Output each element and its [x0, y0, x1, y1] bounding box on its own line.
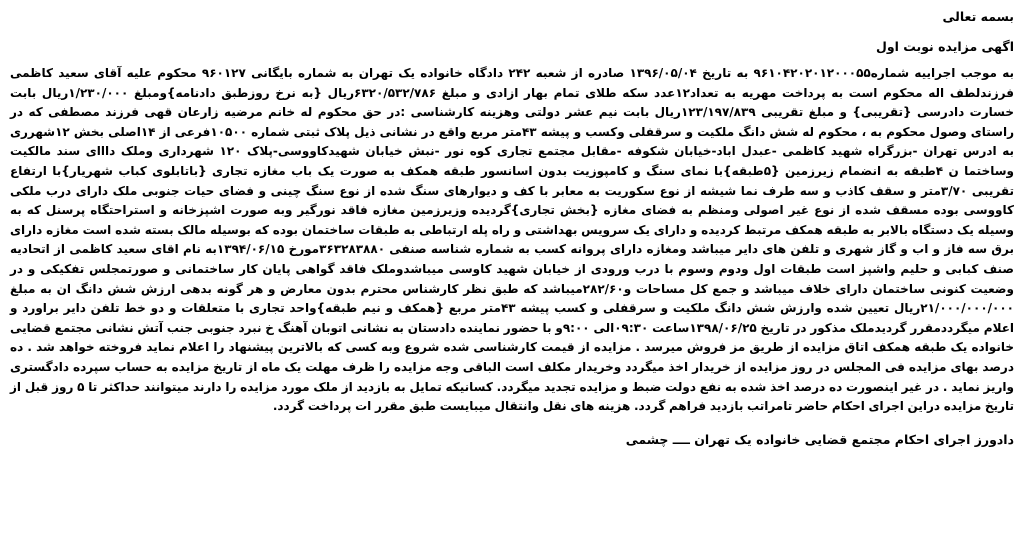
- document-signature-line: دادورز اجرای احکام مجتمع قضایی خانواده یک تهران ــــ چشمی: [625, 431, 1014, 447]
- document-body-paragraph: به موجب اجراییه شماره۹۶۱۰۴۲۰۲۰۱۲۰۰۰۵۵ به تاریخ ۱۳۹۶/۰۵/۰۴ صادره از شعبه ۲۴۲ دادگاه خانواده یک تهران به شماره بایگانی ۹۶۰۱۲۷ محکوم علیه آقای سعید کاظمی فرزندلطف اله محکوم است به پرداخت مهریه به تعداد۱۲عدد سکه طلای تمام بهار ازادی و مبلغ ۶۳۲۰/۵۳۲/۷۸۶ریال {به نرخ روزطبق دادنامه}ومبلغ ۱/۲۳۰/۰۰۰ریال بابت خسارت دادرسی {تقریبی} و مبلغ تقریبی ۱۲۳/۱۹۷/۸۳۹ریال بابت نیم عشر دولتی وهزینه کارشناسی :در حق محکوم له خانم مرضیه زارعان قهی فرزند مصطفی که در راستای وصول محکوم به ، محکوم له شش دانگ ملکیت و سرقفلی وکسب و پیشه ۴۳متر مربع واقع در نشانی ذیل پلاک ثبتی شماره ۱۰۵۰۰فرعی از ۱۴اصلی بخش ۱۲شهرری به ادرس تهران -بزرگراه شهید کاظمی -عبدل اباد-خیابان شکوفه -مقابل مجتمع تجاری کوه نور -نبش خیابان شهیدکاووسی-پلاک ۱۲۰ شهرداری وملک دااای سند مالکیت وساختما ن ۴طبقه به انضمام زیرزمین {۵طبقه}با نمای سنگ و کامپوزیت بدون اسانسور طبقه همکف به صورت یک باب مغازه تجاری {باتابلوی کباب شهریار}با ارتفاع تقریبی ۳/۷۰متر و سقف کاذب و سه طرف نما شیشه از نوع سکوریت به معابر با کف و دیوارهای سنگ شده از نوع سنگ چینی و فضای حیات جنوبی ملک دارای درب ملکی کاووسی بوده مسقف شده از نوع غیر اصولی ومنظم به فضای مغازه {بخش تجاری}گردیده وزیرزمین مغازه فاقد نورگیر وبه صورت اشپزخانه و استراحتگاه پرسنل که به وسیله یک دستگاه بالابر به طبقه همکف مرتبط کردیده و دارای یک سرویس بهداشتی و راه پله ارتباطی به طبقات ساختمان بوده که بوسیله مالک بسته شده است مغازه دارای برق سه فاز و اب و گاز شهری و تلفن های دایر میباشد ومغازه دارای پروانه کسب به شماره شناسه صنفی ۳۶۳۲۸۳۸۸۰مورخ ۱۳۹۴/۰۶/۱۵به نام اقای سعید کاظمی از اتحادیه صنف کبابی و حلیم واشپز است طبقات اول ودوم وسوم با درب ورودی از خیابان شهید کاوسی میباشدوملک فاقد گواهی پایان کار ساختمانی و صورتمجلس تفکیکی و در وضعیت کنونی ساختمان دارای خلاف میباشد و جمع کل مساحات و۲۸۲/۶۰میباشد که طبق نظر کارشناس محترم بدون معارض و هر گونه بدهی ارزش شش دانگ ان به مبلغ ۲۱/۰۰۰/۰۰۰/۰۰۰ریال تعیین شده وارزش شش دانگ ملکیت و سرقفلی و کسب پیشه ۴۳متر مربع {همکف و نیم طبقه}واحد تجاری با متعلقات و دو خط تلفن دایر براورد و اعلام میگرددمقرر گردیدملک مذکور در تاریخ ۱۳۹۸/۰۶/۲۵ساعت ۰۹:۳۰الی ۹:۰۰و با حضور نماینده دادستان به نشانی اتوبان آهنگ خ نبرد جنوبی جنب آتش نشانی مجتمع قضایی خانواده یک طبقه همکف اتاق مزایده از طریق مز فروش میرسد . مزایده از قیمت کارشناسی شده شروع وبه کسی که بالاترین پیشنهاد را اعلام نماید فروخته خواهد شد . ده درصد بهای مزایده فی المجلس در روز مزایده از خریدار اخذ میگردد وخریدار مکلف است الباقی وجه مزایده را ظرف مهلت یک ماه از تاریخ مزایده به حساب سپرده دادگستری واریز نماید . در غیر اینصورت ده درصد اخذ شده به نفع دولت ضبط و مزایده تجدید میگردد. کسانیکه تمایل به بازدید از ملک مورد مزایده را دارند میتوانند حداکثر تا ۵ روز قبل از تاریخ مزایده دراین اجرای احکام حاضر تامراتب بازدید فراهم گردد. هزینه های نقل وانتقال میبایست طبق مقرر ات پرداخت گردد.: [10, 66, 1015, 414]
- document-title: اگهی مزایده نوبت اول: [876, 39, 1014, 54]
- document-heading-bismillah: بسمه تعالی: [942, 9, 1014, 24]
